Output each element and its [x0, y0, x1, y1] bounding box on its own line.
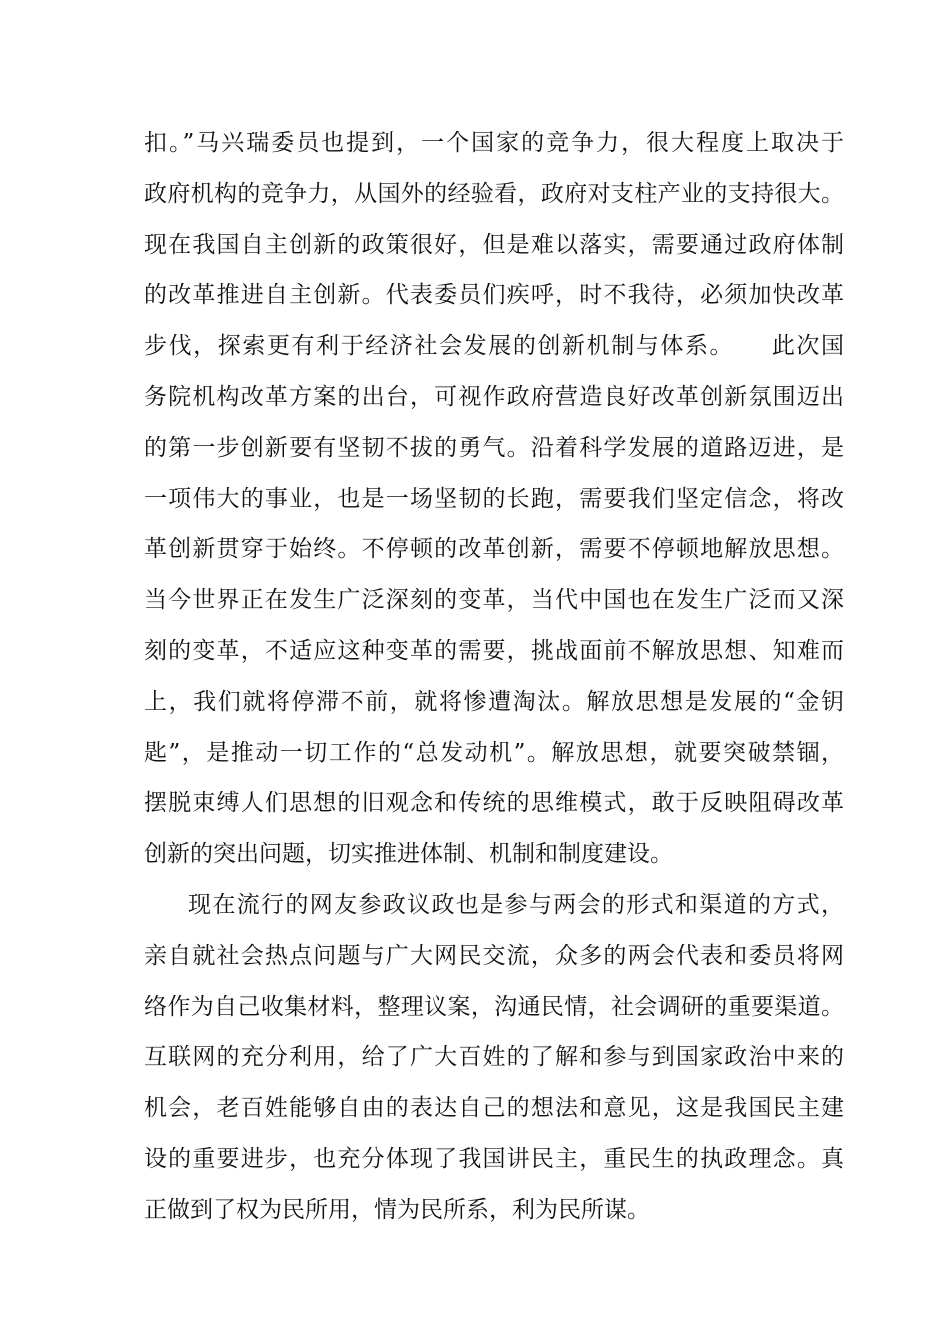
text-line: 互联网的充分利用，给了广大百姓的了解和参与到国家政治中来的 [144, 1044, 844, 1071]
text-line: 的改革推进自主创新。代表委员们疾呼，时不我待，必须加快改革 [144, 282, 844, 309]
text-line: 正做到了权为民所用，情为民所系，利为民所谋。 [144, 1196, 650, 1223]
text-line: 的第一步创新要有坚韧不拔的勇气。沿着科学发展的道路迈进，是 [144, 434, 844, 461]
text-line: 摆脱束缚人们思想的旧观念和传统的思维模式，敢于反映阻碍改革 [144, 790, 844, 817]
text-line: 政府机构的竞争力，从国外的经验看，政府对支柱产业的支持很大。 [144, 180, 844, 207]
text-line: 机会，老百姓能够自由的表达自己的想法和意见，这是我国民主建 [144, 1095, 844, 1122]
paragraph-first-line: 现在流行的网友参政议政也是参与两会的形式和渠道的方式， [188, 891, 844, 918]
text-line: 络作为自己收集材料，整理议案，沟通民情，社会调研的重要渠道。 [144, 993, 844, 1020]
text-line: 当今世界正在发生广泛深刻的变革，当代中国也在发生广泛而又深 [144, 587, 844, 614]
text-line: 革创新贯穿于始终。不停顿的改革创新，需要不停顿地解放思想。 [144, 536, 844, 563]
text-line: 刻的变革，不适应这种变革的需要，挑战面前不解放思想、知难而 [144, 637, 844, 664]
text-line: 亲自就社会热点问题与广大网民交流，众多的两会代表和委员将网 [144, 942, 844, 969]
text-line: 步伐，探索更有利于经济社会发展的创新机制与体系。 此次国 [144, 333, 844, 360]
text-line: 务院机构改革方案的出台，可视作政府营造良好改革创新氛围迈出 [144, 383, 844, 410]
text-line: 上，我们就将停滞不前，就将惨遭淘汰。解放思想是发展的“金钥 [144, 688, 844, 715]
text-line: 创新的突出问题，切实推进体制、机制和制度建设。 [144, 841, 673, 868]
text-line: 现在我国自主创新的政策很好，但是难以落实，需要通过政府体制 [144, 231, 844, 258]
text-line: 一项伟大的事业，也是一场坚韧的长跑，需要我们坚定信念，将改 [144, 485, 844, 512]
text-line: 设的重要进步，也充分体现了我国讲民主，重民生的执政理念。真 [144, 1145, 844, 1172]
text-line: 匙”，是推动一切工作的“总发动机”。解放思想，就要突破禁锢， [144, 739, 844, 766]
text-line: 扣。”马兴瑞委员也提到，一个国家的竞争力，很大程度上取决于 [144, 130, 844, 156]
body-text [144, 118, 844, 1236]
